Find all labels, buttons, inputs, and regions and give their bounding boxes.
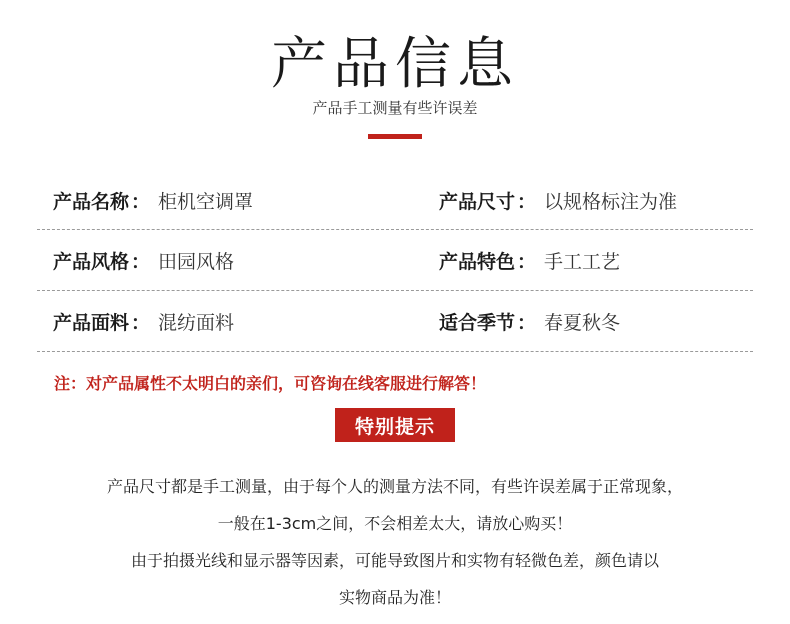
spec-item-style [37,247,439,274]
spec-item-season [439,308,753,335]
spec-label: 产品名称 [53,191,130,213]
spec-label: 产品风格 [53,250,130,273]
spec-table [37,172,753,352]
spec-separator: ： [517,250,537,273]
special-tip-badge: 特别提示 [335,408,455,442]
spec-value: 手工工艺 [544,250,621,273]
spec-separator: ： [131,250,151,273]
spec-item-size [439,187,753,214]
accent-bar [368,134,422,139]
spec-value: 柜机空调罩 [158,191,254,213]
description-line: 实物商品为准！ [338,588,451,607]
description-line: 由于拍摄光线和显示器等因素，可能导致图片和实物有轻微色差，颜色请以 [130,551,659,570]
description-line: 产品尺寸都是手工测量，由于每个人的测量方法不同，有些许误差属于正常现象， [106,477,683,496]
spec-label: 适合季节 [439,311,516,334]
spec-label: 产品尺寸 [439,191,516,213]
spec-value: 混纺面料 [158,311,235,334]
spec-label: 产品面料 [53,311,130,334]
spec-item-feature [439,247,753,274]
spec-separator: ： [131,191,151,213]
spec-item-name [37,187,439,214]
description-line: 一般在1-3cm之间，不会相差太大，请放心购买！ [217,514,573,533]
spec-row [37,172,753,230]
spec-row [37,230,753,291]
spec-item-fabric [37,308,439,335]
spec-label: 产品特色 [439,250,516,273]
spec-row [37,291,753,352]
page-title: 产品信息 [271,32,519,97]
spec-separator: ： [517,311,537,334]
page-subtitle: 产品手工测量有些许误差 [312,99,478,117]
spec-separator: ： [131,311,151,334]
spec-value: 田园风格 [158,250,235,273]
spec-separator: ： [517,191,537,213]
note-text: 注：对产品属性不太明白的亲们，可咨询在线客服进行解答！ [54,374,487,393]
description [0,468,790,616]
spec-value: 春夏秋冬 [544,311,621,334]
spec-value: 以规格标注为准 [544,191,678,213]
